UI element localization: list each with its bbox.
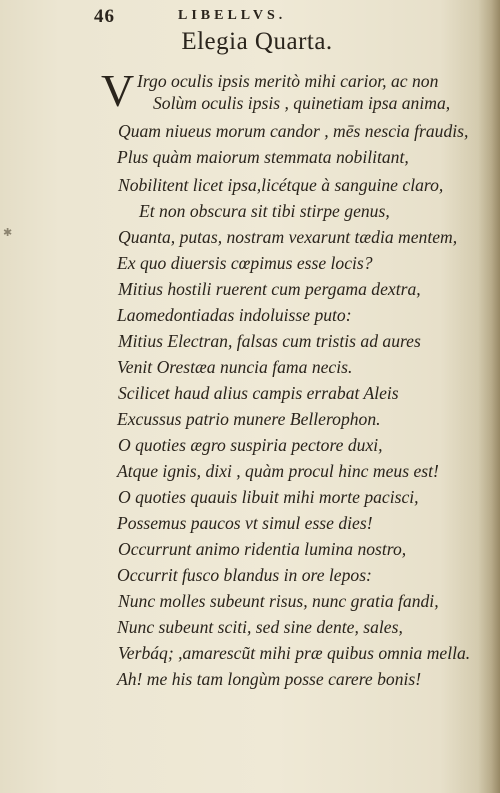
verse-line: Occurrunt animo ridentia lumina nostro, (118, 539, 407, 559)
verse-line: Solùm oculis ipsis , quinetiam ipsa anima, (153, 93, 451, 113)
page-number: 46 (94, 6, 115, 27)
poem-title (0, 28, 500, 56)
verse-line: Nunc subeunt sciti, sed sine dente, sales, (117, 617, 403, 637)
margin-mark: ✱ (3, 227, 13, 239)
verse-line: Scilicet haud alius campis errabat Aleis (118, 383, 399, 403)
verse-line: O quoties quauis libuit mihi morte pacisci, (118, 487, 419, 507)
verse-line: Mitius hostili ruerent cum pergama dextra, (118, 279, 421, 299)
verse-line: Et non obscura sit tibi stirpe genus, (139, 201, 390, 221)
poem-title-text: Elegia Quarta. (181, 28, 333, 55)
verse-line: Laomedontiadas indoluisse puto: (117, 305, 352, 325)
verse-line: Occurrit fusco blandus in ore lepos: (117, 565, 372, 585)
verse-line: Ah! me his tam longùm posse carere bonis! (117, 669, 422, 689)
verse-line: O quoties ægro suspiria pectore duxi, (118, 435, 383, 455)
page-edge-shadow (478, 0, 500, 793)
verse-line: Mitius Electran, falsas cum tristis ad aures (118, 331, 421, 351)
verse-line: Excussus patrio munere Bellerophon. (117, 409, 381, 429)
verse-line: Irgo oculis ipsis meritò mihi carior, ac non (137, 71, 439, 91)
verse-line: Possemus paucos vt simul esse dies! (117, 513, 373, 533)
drop-capital: V (101, 65, 135, 116)
verse-line: Quam niueus morum candor , mēs nescia fraudis, (118, 121, 469, 141)
verse-line: Nunc molles subeunt risus, nunc gratia fandi, (118, 591, 439, 611)
verse-line: Plus quàm maiorum stemmata nobilitant, (117, 147, 409, 167)
verse-line: Atque ignis, dixi , quàm procul hinc meus est! (117, 461, 439, 481)
verse-line: Venit Orestæa nuncia fama necis. (117, 357, 353, 377)
verse-line: Ex quo diuersis cœpimus esse locis? (117, 253, 373, 273)
verse-line: Nobilitent licet ipsa,licétque à sanguine claro, (118, 175, 444, 195)
verse-line: Verbáq; ,amarescũt mihi præ quibus omnia mella. (118, 643, 471, 663)
running-head: LIBELLVS. (178, 8, 287, 23)
verse-line: Quanta, putas, nostram vexarunt tædia mentem, (118, 227, 458, 247)
